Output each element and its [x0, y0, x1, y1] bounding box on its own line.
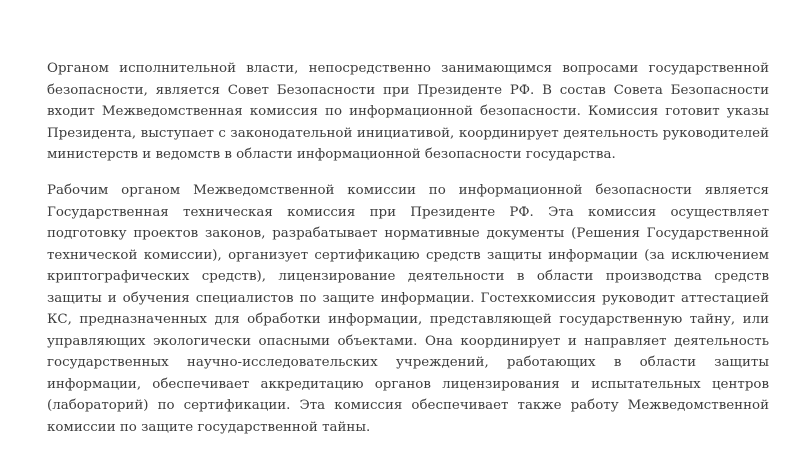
paragraph-technical-commission: Рабочим органом Межведомственной комиссии по информационной безопасности является Государственная техническая комиссия при Президенте РФ. Эта комиссия осуществляет подготовку проектов законов, разрабатывает нормативные документы (Решения Государственной технической комиссии), организует сертификацию средств защиты информации (за исключением криптографических средств), лицензирование деятельности в области производства средств защиты и обучения специалистов по защите информации. Гостехкомиссия руководит аттестацией КС, предназначенных для обработки информации, представляющей государственную тайну, или управляющих экологически опасными объектами. Она координирует и направляет деятельность государственных научно-исследовательских учреждений, работающих в области защиты информации, обеспечивает аккредитацию органов лицензирования и испытательных центров (лабораторий) по сертификации. Эта комиссия обеспечивает также работу Межведомственной комиссии по защите государственной тайны.: [47, 183, 769, 435]
paragraph-security-council: Органом исполнительной власти, непосредственно занимающимся вопросами государственной безопасности, является Совет Безопасности при Президенте РФ. В состав Совета Безопасности входит Межведомственная комиссия по информационной безопасности. Комиссия готовит указы Президента, выступает с законодательной инициативой, координирует деятельность руководителей министерств и ведомств в области информационной безопасности государства.: [47, 61, 769, 162]
